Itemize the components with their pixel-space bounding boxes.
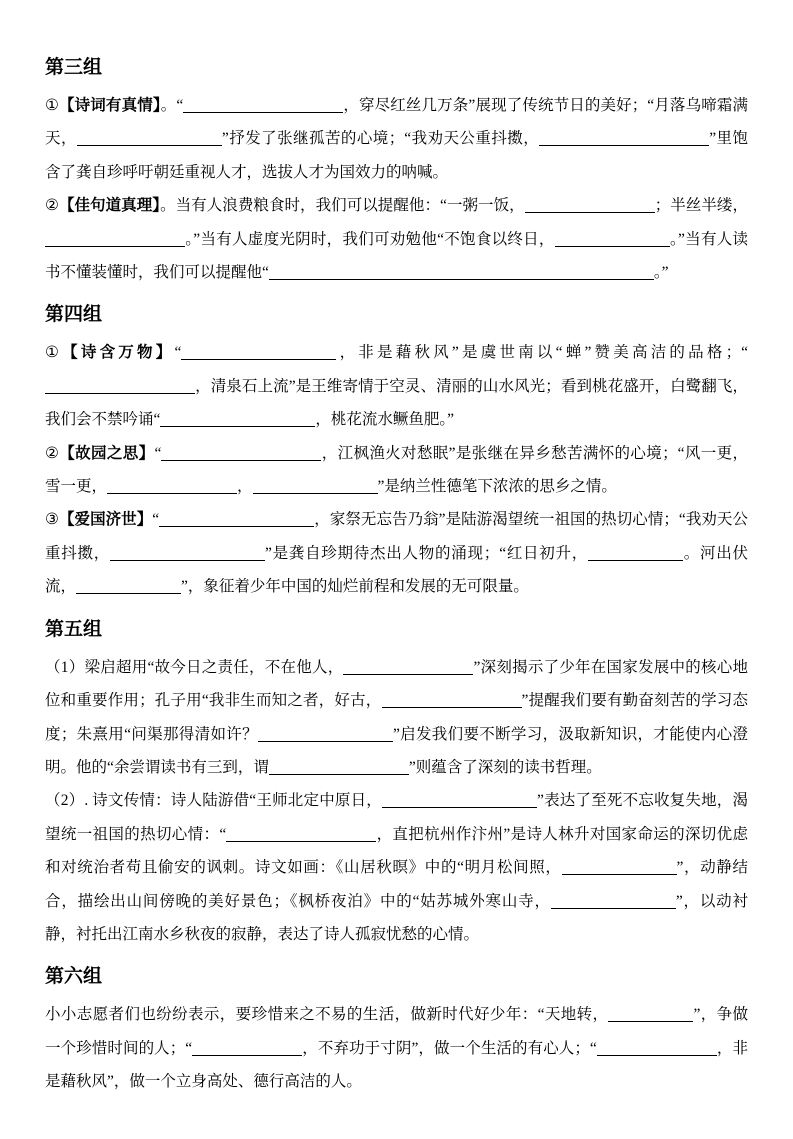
text-run: 。”当有人读书不懂装懂时，我们可以提醒他“ (45, 230, 748, 282)
text-run: ，非是藉秋风”是虞世南以“蝉”赞美高洁的品格；“ (336, 344, 748, 362)
fill-in-blank-line (555, 232, 670, 247)
text-run: “ (154, 444, 162, 462)
bold-label-run: 【诗词有真情】 (59, 97, 161, 114)
fill-in-blank-line (110, 546, 265, 561)
text-run: ，江枫渔火对愁眠”是张继在异乡愁苦满怀的心境；“风一更，雪一更， (45, 444, 748, 496)
bold-label-run: 【故园之思】 (59, 444, 155, 462)
bold-label-run: 【诗含万物】 (62, 344, 175, 362)
fill-in-blank-line (343, 660, 473, 675)
text-run: ，桃花流水鳜鱼肥。” (315, 411, 455, 429)
text-run: ，非是藉秋风”，做一个立身高处、德行高洁的人。 (45, 1039, 748, 1091)
text-run: 。”当有人虚度光阴时，我们可劝勉他“不饱食以终日， (185, 230, 555, 248)
fill-in-blank-line (183, 98, 343, 113)
text-run: ，直把杭州作汴州”是诗人林升对国家命运的深切优虑和对统治者苟且偷安的讽刺。诗文如画：《山居秋暝》中的“明月松间照， (45, 825, 748, 877)
text-run: ”提醒我们要有勤奋刻苦的学习态度；朱熹用“问渠那得清如许？ (45, 692, 748, 743)
text-run: ”抒发了张继孤苦的心境；“我劝天公重抖擞， (221, 130, 540, 148)
text-run: 。” (653, 264, 669, 282)
paragraph (45, 784, 748, 951)
fill-in-blank-line (161, 446, 321, 461)
text-run: ”表达了至死不忘收复失地，渴望统一祖国的热切心情：“ (45, 792, 748, 843)
text-run: 。河出伏流， (45, 544, 748, 596)
fill-in-blank-line (382, 793, 537, 808)
fill-in-blank-line (258, 727, 393, 742)
fill-in-blank-line (253, 479, 378, 494)
section (45, 618, 748, 952)
fill-in-blank-line (159, 512, 314, 527)
section-heading: 第四组 (45, 304, 103, 326)
text-run: 。当有人浪费粮食时，我们可以提醒他：“一粥一饭， (160, 197, 525, 215)
fill-in-blank-line (597, 1041, 717, 1056)
fill-in-blank-line (107, 479, 237, 494)
fill-in-blank-line (269, 760, 409, 775)
fill-in-blank-line (45, 379, 195, 394)
text-run: ， (237, 478, 253, 496)
text-run: ”是纳兰性德笔下浓浓的思乡之情。 (377, 478, 617, 496)
fill-in-blank-line (382, 693, 522, 708)
fill-in-blank-line (226, 827, 376, 842)
section (45, 303, 748, 603)
text-run: ③ (45, 511, 59, 529)
text-run: ，家祭无忘告乃翁”是陆游渴望统一祖国的热切心情；“我劝天公重抖擞， (45, 511, 748, 562)
text-run: ”，象征着少年中国的灿烂前程和发展的无可限量。 (181, 578, 529, 596)
fill-in-blank-line (562, 860, 677, 875)
text-run: ”，争做一个珍惜时间的人；“ (45, 1006, 748, 1057)
text-run: ”里饱含了龚自珍呼吁朝廷重视人才，选拔人才为国效力的呐喊。 (45, 130, 748, 181)
text-run: 小小志愿者们也纷纷表示，要珍惜来之不易的生活，做新时代好少年：“天地转， (45, 1006, 609, 1024)
paragraph (45, 503, 748, 603)
text-run: ，穿尽红丝几万条”展现了传统节日的美好；“月落乌啼霜满天， (45, 97, 748, 148)
text-run: ”深刻揭示了少年在国家发展中的核心地位和重要作用；孔子用“我非生而知之者，好古， (45, 658, 748, 710)
fill-in-blank-line (551, 894, 676, 909)
section (45, 56, 748, 289)
fill-in-blank-line (76, 579, 181, 594)
section (45, 965, 748, 1098)
bold-label-run: 【爱国济世】 (58, 511, 153, 529)
fill-in-blank-line (588, 546, 683, 561)
text-run: ”是龚自珍期待杰出人物的涌现；“红日初升， (264, 544, 589, 562)
text-run: ② (45, 444, 60, 462)
fill-in-blank-line (539, 131, 709, 146)
fill-in-blank-line (45, 232, 185, 247)
sections-container (45, 56, 748, 1099)
text-run: “ (174, 344, 182, 362)
paragraph (45, 651, 748, 785)
fill-in-blank-line (192, 1041, 302, 1056)
text-run: ”，动静结合，描绘出山间傍晚的美好景色；《枫桥夜泊》中的“姑苏城外寒山寺， (45, 859, 748, 910)
text-run: （1）梁启超用“故今日之责任，不在他人， (45, 658, 344, 676)
text-run: ，清泉石上流”是王维寄情于空灵、清丽的山水风光；看到桃花盛开，白鹭翻飞，我们会不禁吟诵“ (45, 377, 748, 429)
text-run: ”，以动衬静，衬托出江南水乡秋夜的寂静，表达了诗人孤寂忧愁的心情。 (45, 892, 748, 943)
paragraph (45, 336, 748, 436)
fill-in-blank-line (181, 345, 336, 360)
fill-in-blank-line (160, 412, 315, 427)
paragraph (45, 189, 748, 289)
text-run: ；半丝半缕， (654, 197, 748, 215)
paragraph (45, 437, 748, 504)
section-heading: 第五组 (45, 618, 103, 640)
text-run: （2）. 诗文传情：诗人陆游借“王师北定中原日， (45, 792, 382, 810)
text-run: ① (45, 97, 60, 114)
text-run: “ (152, 511, 160, 529)
bold-label-run: 【佳句道真理】 (58, 197, 161, 215)
section-heading: 第六组 (45, 966, 103, 988)
text-run: ，不弃功于寸阴”，做一个生活的有心人；“ (302, 1039, 597, 1057)
fill-in-blank-line (525, 198, 655, 213)
text-run: ”启发我们要不断学习，汲取新知识，才能使内心澄明。他的“余尝谓读书有三到，谓 (45, 725, 748, 776)
paragraph (45, 998, 748, 1098)
fill-in-blank-line (269, 265, 654, 280)
section-heading: 第三组 (45, 57, 103, 78)
text-run: 。“ (160, 97, 184, 114)
text-run: ”则蕴含了深刻的读书哲理。 (408, 758, 602, 776)
text-run: ② (45, 197, 59, 215)
fill-in-blank-line (77, 131, 222, 146)
paragraph (45, 89, 748, 189)
fill-in-blank-line (608, 1007, 693, 1022)
text-run: ① (45, 344, 63, 362)
